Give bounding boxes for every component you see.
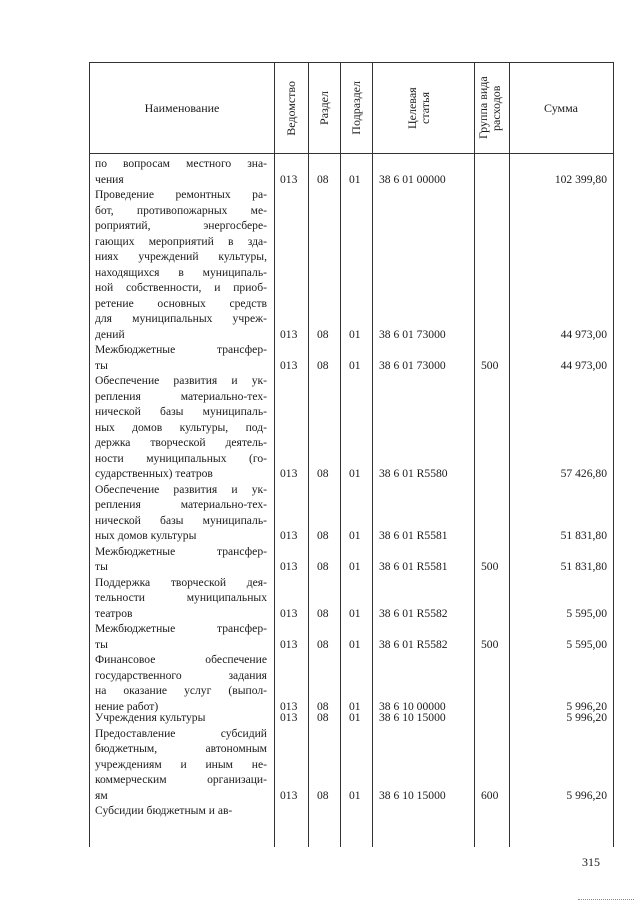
cell-ved: 013 (280, 637, 298, 651)
row-name-line: тельности муниципальных (95, 591, 267, 604)
row-name-line: Поддержка творческой дея- (95, 575, 267, 589)
cell-pod: 01 (349, 788, 361, 802)
cell-cel: 38 6 01 R5582 (379, 606, 448, 620)
column-divider (308, 63, 309, 847)
row-name-line: Межбюджетные трансфер- (95, 343, 267, 356)
cell-sum: 44 973,00 (560, 358, 607, 372)
row-name-line: ных домов культуры, под- (95, 420, 267, 434)
cell-sum: 5 996,20 (566, 711, 607, 724)
column-divider (372, 63, 373, 847)
cell-ved: 013 (280, 467, 298, 480)
cell-cel: 38 6 10 15000 (379, 711, 446, 724)
row-name-line: ретение основных средств (95, 296, 267, 310)
row-name-line: сударственных) театров (95, 467, 213, 480)
cell-cel: 38 6 01 R5582 (379, 637, 448, 651)
row-name-line: ных домов культуры (95, 529, 197, 542)
cell-cel: 38 6 01 00000 (379, 172, 446, 186)
row-name-line: Обеспечение развития и ук- (95, 482, 267, 496)
row-name-line: чения (95, 172, 124, 186)
cell-sum: 44 973,00 (560, 327, 607, 341)
row-name-line: дений (95, 327, 125, 341)
cell-ved: 013 (280, 327, 298, 341)
row-name-line: Учреждения культуры (95, 711, 206, 724)
cell-cel: 38 6 01 73000 (379, 358, 446, 372)
row-name-line: коммерческим организаци- (95, 773, 267, 786)
cell-raz: 08 (317, 606, 329, 620)
row-name-line: репления материально-тех- (95, 389, 267, 403)
cell-sum: 5 595,00 (566, 637, 607, 651)
cell-ved: 013 (280, 606, 298, 620)
row-name-line: бюджетным, автономным (95, 742, 267, 755)
cell-raz: 08 (317, 172, 329, 186)
cell-pod: 01 (349, 172, 361, 186)
column-divider (340, 63, 341, 847)
row-name-line: репления материально-тех- (95, 498, 267, 511)
cell-cel: 38 6 01 R5581 (379, 529, 448, 542)
row-name-line: учреждениям и иным не- (95, 757, 267, 771)
cell-pod: 01 (349, 606, 361, 620)
cell-pod: 01 (349, 699, 361, 713)
header-gruppa: Группа вида расходов (475, 76, 503, 140)
header-name: Наименование (144, 100, 220, 115)
row-name-line: по вопросам местного зна- (95, 157, 267, 170)
cell-ved: 013 (280, 560, 298, 573)
row-name-line: бот, противопожарных ме- (95, 203, 267, 217)
row-name-line: ности муниципальных (го- (95, 451, 267, 465)
cell-sum: 5 996,20 (566, 788, 607, 802)
row-name-line: на оказание услуг (выпол- (95, 684, 267, 697)
row-name-line: государственного задания (95, 668, 267, 682)
cell-grp: 500 (481, 637, 499, 651)
cell-pod: 01 (349, 467, 361, 480)
cell-raz: 08 (317, 788, 329, 802)
cell-ved: 013 (280, 172, 298, 186)
cell-raz: 08 (317, 327, 329, 341)
cell-raz: 08 (317, 467, 329, 480)
cell-ved: 013 (280, 529, 298, 542)
column-divider (274, 63, 275, 847)
cell-grp: 600 (481, 788, 499, 802)
row-name-line: находящихся в муниципаль- (95, 265, 267, 279)
cell-cel: 38 6 01 R5581 (379, 560, 448, 573)
row-name-line: Субсидии бюджетным и ав- (95, 804, 233, 817)
row-name-line: нение работ) (95, 699, 159, 713)
row-name-line: ты (95, 560, 108, 573)
cell-cel: 38 6 01 R5580 (379, 467, 448, 480)
footer-rule (578, 899, 634, 900)
cell-raz: 08 (317, 699, 329, 713)
cell-grp: 500 (481, 560, 499, 573)
cell-cel: 38 6 01 73000 (379, 327, 446, 341)
cell-sum: 5 996,20 (566, 699, 607, 713)
header-divider (90, 153, 613, 154)
row-name-line: держка творческой деятель- (95, 436, 267, 449)
header-summa: Сумма (544, 100, 578, 115)
cell-ved: 013 (280, 699, 298, 713)
cell-raz: 08 (317, 560, 329, 573)
row-name-line: роприятий, энергосбере- (95, 219, 267, 232)
cell-raz: 08 (317, 529, 329, 542)
column-divider (509, 63, 510, 847)
row-name-line: Финансовое обеспечение (95, 653, 267, 666)
cell-pod: 01 (349, 637, 361, 651)
row-name-line: Межбюджетные трансфер- (95, 622, 267, 635)
cell-cel: 38 6 10 00000 (379, 699, 446, 713)
row-name-line: ты (95, 637, 108, 651)
row-name-line: гающих мероприятий в зда- (95, 234, 267, 248)
budget-table (89, 62, 614, 847)
cell-raz: 08 (317, 711, 329, 724)
cell-ved: 013 (280, 358, 298, 372)
header-celevaya: Целевая статья (405, 87, 432, 129)
cell-sum: 51 831,80 (560, 560, 607, 573)
row-name-line: Предоставление субсидий (95, 726, 267, 740)
row-name-line: нической базы муниципаль- (95, 405, 267, 418)
header-podrazdel: Подраздел (348, 81, 363, 135)
cell-ved: 013 (280, 711, 298, 724)
header-razdel: Раздел (316, 91, 331, 125)
row-name-line: для муниципальных учреж- (95, 312, 267, 325)
row-name-line: Обеспечение развития и ук- (95, 374, 267, 387)
column-divider (474, 63, 475, 847)
row-name-line: ты (95, 358, 108, 372)
cell-pod: 01 (349, 327, 361, 341)
cell-cel: 38 6 10 15000 (379, 788, 446, 802)
cell-sum: 57 426,80 (560, 467, 607, 480)
row-name-line: нической базы муниципаль- (95, 513, 267, 527)
cell-sum: 102 399,80 (554, 172, 607, 186)
cell-pod: 01 (349, 560, 361, 573)
row-name-line: театров (95, 606, 133, 620)
cell-pod: 01 (349, 711, 361, 724)
cell-sum: 5 595,00 (566, 606, 607, 620)
header-vedomstvo: Ведомство (283, 80, 298, 136)
cell-raz: 08 (317, 358, 329, 372)
row-name-line: Межбюджетные трансфер- (95, 544, 267, 558)
row-name-line: ям (95, 788, 108, 802)
cell-raz: 08 (317, 637, 329, 651)
row-name-line: ной собственности, и приоб- (95, 281, 267, 294)
cell-pod: 01 (349, 358, 361, 372)
row-name-line: ниях учреждений культуры, (95, 250, 267, 263)
row-name-line: Проведение ремонтных ра- (95, 188, 267, 201)
cell-sum: 51 831,80 (560, 529, 607, 542)
page-number: 315 (582, 855, 600, 869)
cell-grp: 500 (481, 358, 499, 372)
cell-pod: 01 (349, 529, 361, 542)
cell-ved: 013 (280, 788, 298, 802)
